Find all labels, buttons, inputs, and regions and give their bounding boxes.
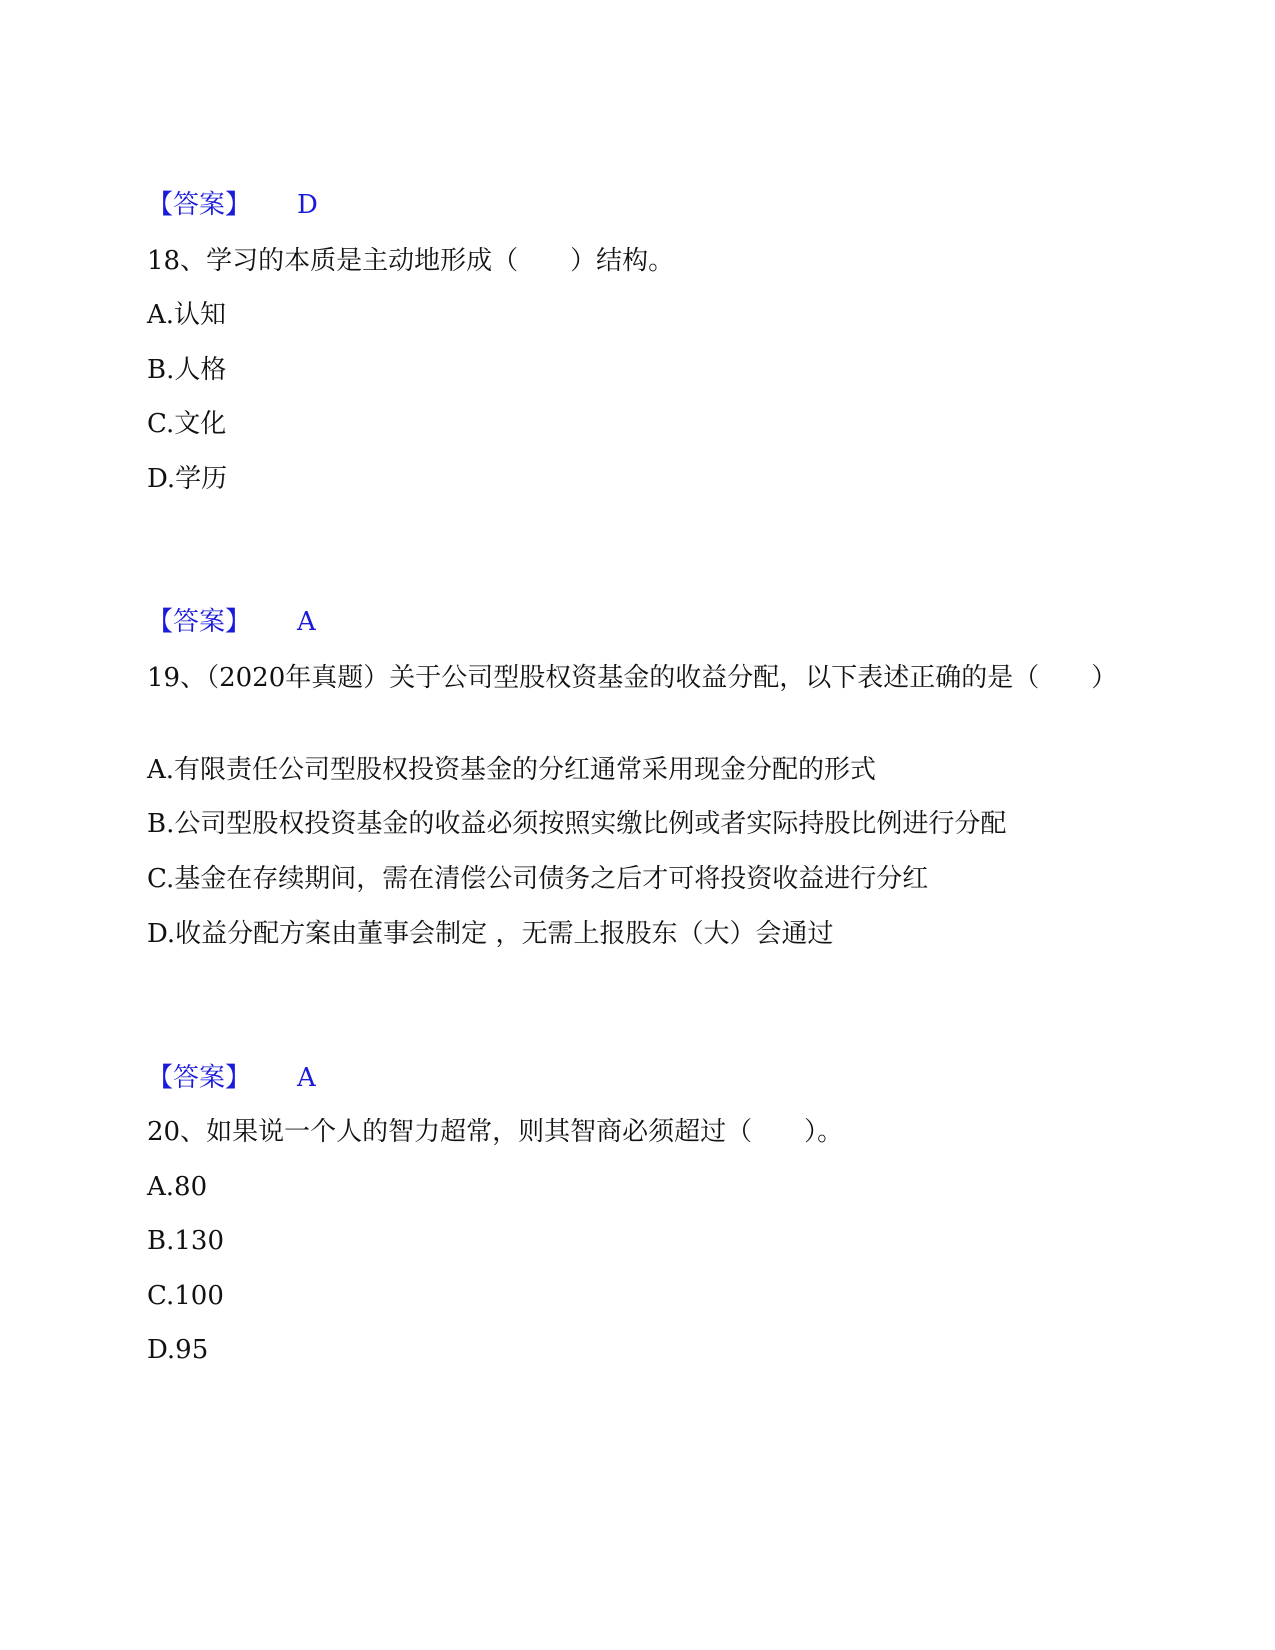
question-19-option-a: A.有限责任公司型股权投资基金的分红通常采用现金分配的形式 [147,755,877,785]
answer-line-19 [147,1062,316,1094]
question-19-option-c: C.基金在存续期间，需在清偿公司债务之后才可将投资收益进行分红 [147,864,929,894]
answer-label: 【答案】 [147,607,252,637]
answer-label: 【答案】 [147,190,252,220]
question-20-option-d: D.95 [147,1335,209,1365]
question-20-option-b: B.130 [147,1226,224,1256]
answer-line-17 [147,189,318,221]
question-20: 20、如果说一个人的智力超常，则其智商必须超过（ ）。 [147,1117,844,1147]
question-19-option-b: B.公司型股权投资基金的收益必须按照实缴比例或者实际持股比例进行分配 [147,809,1007,839]
question-19: 19、（2020年真题）关于公司型股权资基金的收益分配，以下表述正确的是（ ） [147,663,1118,693]
question-18-option-c: C.文化 [147,409,227,439]
question-18-option-a: A.认知 [147,300,227,330]
answer-label: 【答案】 [147,1063,252,1093]
answer-line-18 [147,606,316,638]
question-18: 18、学习的本质是主动地形成（ ）结构。 [147,246,675,276]
question-20-option-c: C.100 [147,1281,224,1311]
answer-value: A [297,1063,316,1093]
question-20-option-a: A.80 [147,1172,208,1202]
answer-value: A [297,607,316,637]
question-18-option-b: B.人格 [147,355,227,385]
question-19-option-d: D.收益分配方案由董事会制定 ，无需上报股东（大）会通过 [147,919,834,949]
answer-value: D [297,190,318,220]
question-18-option-d: D.学历 [147,464,228,494]
